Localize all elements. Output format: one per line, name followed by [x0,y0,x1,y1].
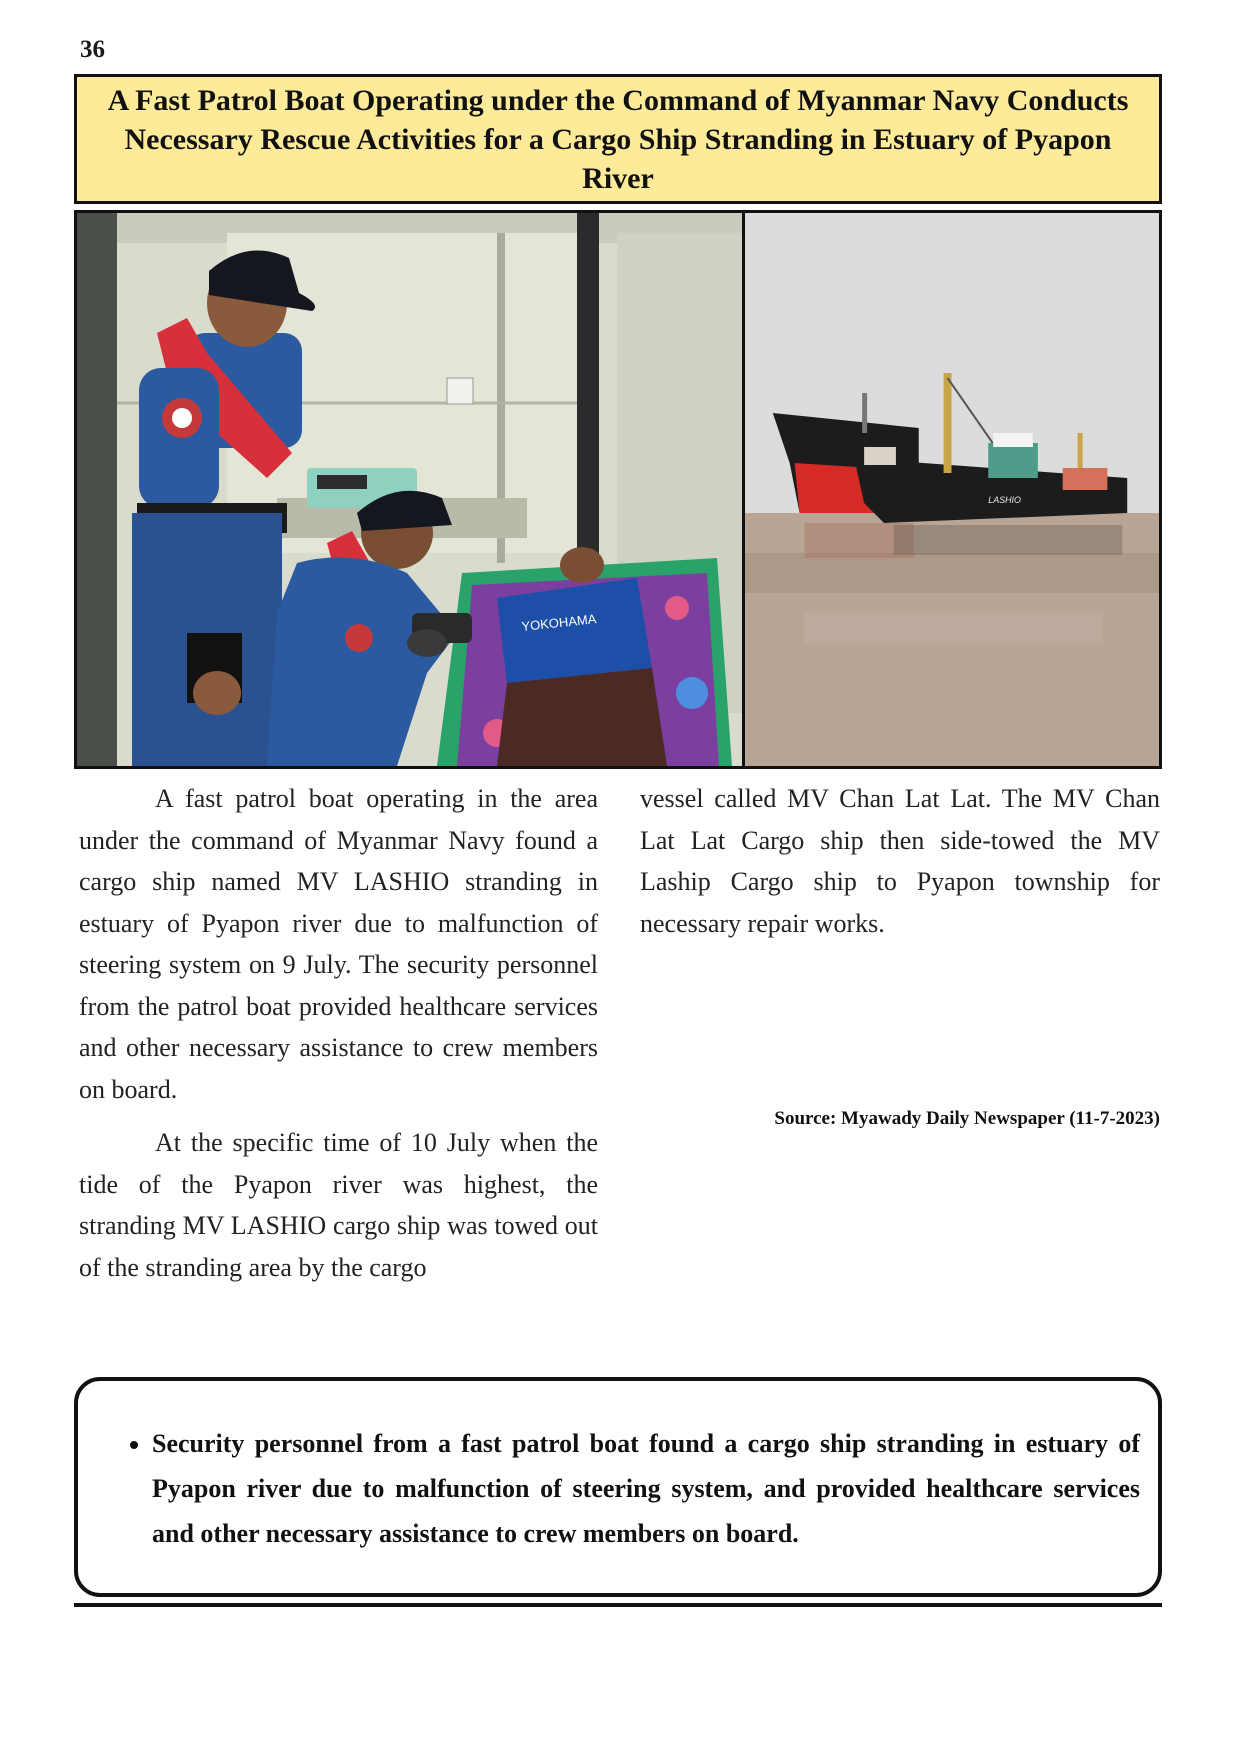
paragraph-1: A fast patrol boat operating in the area under the command of Myanmar Navy found a cargo ship named MV LASHIO stranding in estuary of Pyapon river due to malfunction of steering system on 9 July. The security personnel from the patrol boat provided healthcare services and other necessary assistance to crew members on board. [79,784,598,1104]
summary-list [96,1421,1140,1556]
paragraph-3: vessel called MV Chan Lat Lat. The MV Chan Lat Lat Cargo ship then side-towed the MV Laship Cargo ship to Pyapon township for necessary repair works. [640,784,1160,938]
article-column-left [79,778,598,1300]
hull-text: LASHIO [988,494,1021,506]
source-credit: Source: Myawady Daily Newspaper (11-7-2023) [774,1108,1160,1129]
article-column-right [640,778,1160,956]
article-title-box [74,74,1162,204]
bottom-divider [74,1603,1162,1607]
stranded-ships-illustration [745,213,1159,766]
photo-stranded-ships [745,213,1159,766]
photo-rescue-cabin [77,213,742,766]
photo-row [74,210,1162,769]
summary-box [74,1377,1162,1597]
summary-bullet: • Security personnel from a fast patrol boat found a cargo ship stranding in estuary of Pyapon river due to malfunction of steering system, and provided healthcare services and other necessary assistance to crew members on board. [152,1421,1140,1556]
paragraph-2: At the specific time of 10 July when the tide of the Pyapon river was highest, the stranding MV LASHIO cargo ship was towed out of the stranding area by the cargo [79,1128,598,1282]
page-number: 36 [80,36,105,63]
shirt-text: YOKOHAMA [520,611,598,634]
rescue-cabin-illustration [77,213,742,766]
article-title: A Fast Patrol Boat Operating under the Command of Myanmar Navy Conducts Necessary Rescue Activities for a Cargo Ship Stranding in Estuary of Pyapon River [107,83,1129,195]
